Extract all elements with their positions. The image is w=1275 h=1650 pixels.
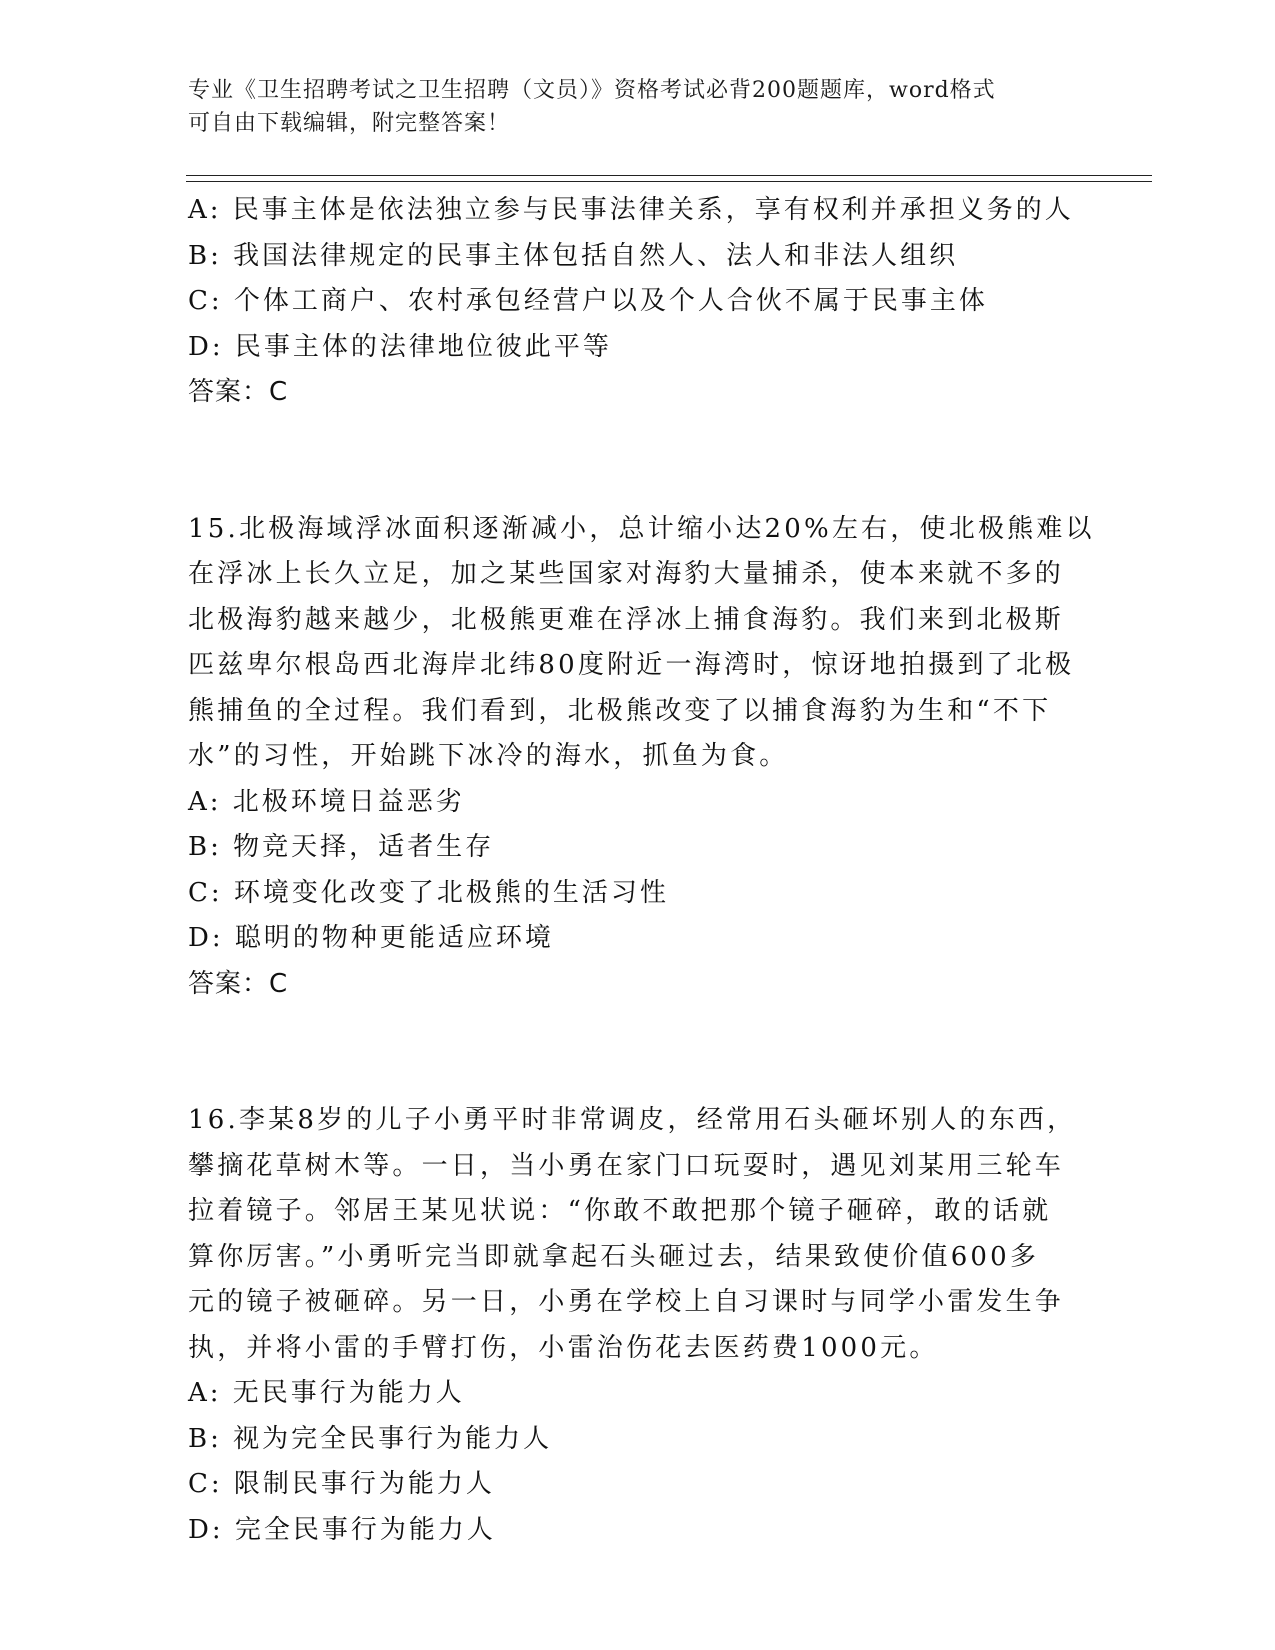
document-header [188,74,1088,140]
option-a: A: 北极环境日益恶劣 [188,786,465,817]
question-15-text [188,507,1095,780]
question-16-text [188,1098,1088,1371]
question-line: 拉着镜子。邻居王某见状说：“你敢不敢把那个镜子砸碎，敢的话就 [188,1196,1052,1226]
header-title-line-2: 可自由下载编辑，附完整答案！ [188,111,511,136]
option-b: B: 我国法律规定的民事主体包括自然人、法人和非法人组织 [188,240,959,271]
spacer [188,1007,1088,1098]
answer-label: 答案：C [188,377,289,407]
question-14-block [188,188,1088,416]
question-line: 算你厉害。”小勇听完当即就拿起石头砸过去，结果致使价值600多 [188,1241,1040,1272]
question-line: 16.李某8岁的儿子小勇平时非常调皮，经常用石头砸坏别人的东西， [188,1105,1077,1135]
option-d: D: 民事主体的法律地位彼此平等 [188,331,612,362]
answer-label: 答案：C [188,968,289,999]
question-line: 匹兹卑尔根岛西北海岸北纬80度附近一海湾时，惊讶地拍摄到了北极 [188,650,1075,680]
header-divider-bottom [186,181,1152,182]
spacer [188,416,1088,507]
question-15-block [188,507,1095,1008]
question-line: 水”的习性，开始跳下冰冷的海水，抓鱼为食。 [188,741,789,771]
question-line: 15.北极海域浮冰面积逐渐减小，总计缩小达20%左右，使北极熊难以 [188,513,1095,544]
option-c: C: 个体工商户、农村承包经营户以及个人合伙不属于民事主体 [188,286,988,316]
option-a: A: 民事主体是依法独立参与民事法律关系，享有权利并承担义务的人 [188,195,1074,225]
header-title-line-1: 专业《卫生招聘考试之卫生招聘（文员）》资格考试必背200题题库，word格式 [188,78,996,103]
option-b: B: 视为完全民事行为能力人 [188,1423,553,1454]
question-16-block [188,1098,1088,1553]
option-b: B: 物竞天择，适者生存 [188,832,495,862]
question-line: 北极海豹越来越少，北极熊更难在浮冰上捕食海豹。我们来到北极斯 [188,604,1065,635]
question-line: 熊捕鱼的全过程。我们看到，北极熊改变了以捕食海豹为生和“不下 [188,695,1052,726]
question-line: 执，并将小雷的手臂打伤，小雷治伤花去医药费1000元。 [188,1332,939,1363]
option-d: D: 完全民事行为能力人 [188,1514,496,1545]
question-line: 在浮冰上长久立足，加之某些国家对海豹大量捕杀，使本来就不多的 [188,559,1065,589]
question-line: 攀摘花草树木等。一日，当小勇在家门口玩耍时，遇见刘某用三轮车 [188,1150,1065,1181]
option-a: A: 无民事行为能力人 [188,1378,465,1408]
option-c: C: 环境变化改变了北极熊的生活习性 [188,877,669,908]
option-c: C: 限制民事行为能力人 [188,1469,495,1499]
option-d: D: 聪明的物种更能适应环境 [188,923,554,953]
question-content [188,188,1095,1553]
question-line: 元的镜子被砸碎。另一日，小勇在学校上自习课时与同学小雷发生争 [188,1287,1065,1317]
header-divider-top [186,175,1152,176]
